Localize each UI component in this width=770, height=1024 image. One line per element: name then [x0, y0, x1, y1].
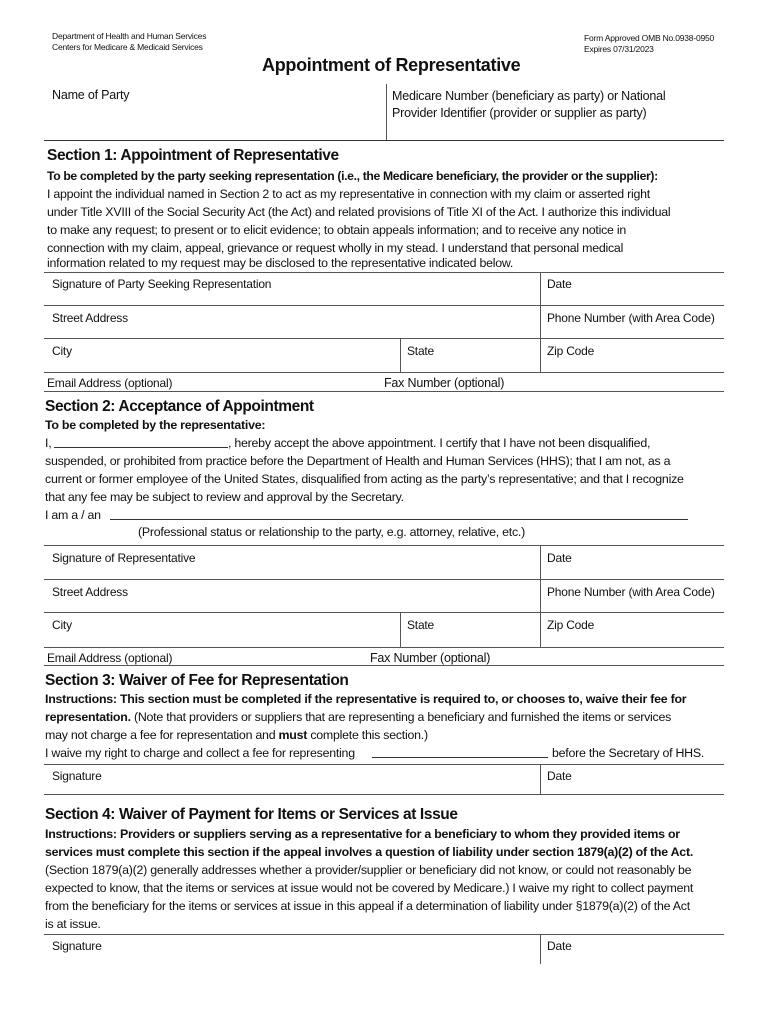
section1-body — [47, 185, 737, 270]
s2-zip-field[interactable]: Zip Code — [547, 618, 595, 632]
professional-status-caption: (Professional status or relationship to the party, e.g. attorney, relative, etc.) — [138, 525, 526, 539]
section2-body — [45, 452, 735, 506]
section3-instr-bold: representation. — [45, 710, 131, 724]
medicare-number-field[interactable] — [392, 88, 665, 122]
represented-party-line[interactable] — [372, 757, 548, 758]
section4-heading: Section 4: Waiver of Payment for Items or Services at Issue — [45, 806, 458, 823]
section2-line1-suffix: , hereby accept the above appointment. I certify that I have not been disqualified, — [228, 436, 651, 450]
agency-line-2: Centers for Medicare & Medicaid Services — [52, 42, 203, 52]
section1-body-line: under Title XVIII of the Social Security Act (the Act) and related provisions of Title XI of the Act. I authorize this individual — [47, 205, 671, 219]
s2-phone-field[interactable]: Phone Number (with Area Code) — [547, 585, 715, 599]
medicare-number-label-1: Medicare Number (beneficiary as party) or National — [392, 89, 666, 103]
i-am-a-label: I am a / an — [45, 508, 101, 522]
section3-heading: Section 3: Waiver of Fee for Representation — [45, 672, 349, 689]
omb-number: Form Approved OMB No.0938-0950 — [584, 33, 715, 43]
name-of-party-field[interactable]: Name of Party — [52, 88, 130, 102]
section2-body-line: suspended, or prohibited from practice before the Department of Health and Human Services (HHS); that I am not, as a — [45, 454, 671, 468]
omb-expiration: Expires 07/31/2023 — [584, 44, 654, 54]
section2-heading: Section 2: Acceptance of Appointment — [45, 398, 314, 415]
section4-body-line: expected to know, that the items or services at issue would not be covered by Medicare.) I waive my right to collect payment — [45, 881, 694, 895]
section1-subheading: To be completed by the party seeking representation (i.e., the Medicare beneficiary, the provider or the supplier): — [47, 169, 658, 183]
representative-name-line[interactable] — [54, 447, 228, 448]
section3-instr-text: may not charge a fee for representation and — [45, 728, 279, 742]
section1-body-line: to make any request; to present or to elicit evidence; to obtain appeals information; and to receive any notice in — [47, 223, 626, 237]
section2-subheading: To be completed by the representative: — [45, 418, 266, 432]
section3-instructions — [45, 690, 735, 744]
s3-date-field[interactable]: Date — [547, 769, 572, 783]
s2-date-field[interactable]: Date — [547, 551, 572, 565]
section1-body-line: I appoint the individual named in Section 2 to act as my representative in connection with my claim or asserted right — [47, 187, 650, 201]
section4-instr-line: services must complete this section if the appeal involves a question of liability under section 1879(a)(2) of the Act. — [45, 845, 694, 859]
page-title: Appointment of Representative — [262, 55, 521, 75]
agency-line-1: Department of Health and Human Services — [52, 31, 207, 41]
s2-fax-field[interactable]: Fax Number (optional) — [370, 651, 491, 665]
section4-body-line: is at issue. — [45, 917, 101, 931]
s1-signature-field[interactable]: Signature of Party Seeking Representation — [52, 277, 272, 291]
agency-name — [52, 31, 206, 53]
s2-city-field[interactable]: City — [52, 618, 72, 632]
section1-body-line: information related to my request may be disclosed to the representative indicated below. — [47, 256, 514, 270]
section3-instr-must: must — [278, 728, 308, 742]
section3-instr-text: complete this section.) — [307, 728, 428, 742]
section3-instr-line: Instructions: This section must be completed if the representative is required to, or chooses to, waive their fee for — [45, 692, 687, 706]
s1-phone-field[interactable]: Phone Number (with Area Code) — [547, 311, 715, 325]
s4-date-field[interactable]: Date — [547, 939, 572, 953]
s1-fax-field[interactable]: Fax Number (optional) — [384, 376, 505, 390]
section2-body-line: current or former employee of the United States, disqualified from acting as the party’s representative; and that I recognize — [45, 472, 684, 486]
section4-body-line: from the beneficiary for the items or services at issue in this appeal if a determination of liability under §1879(a)(2) of the Act — [45, 899, 690, 913]
section3-instr-line — [45, 726, 735, 744]
section1-heading: Section 1: Appointment of Representative — [47, 147, 339, 164]
s2-signature-field[interactable]: Signature of Representative — [52, 551, 196, 565]
s2-state-field[interactable]: State — [407, 618, 435, 632]
section3-instr-text: (Note that providers or suppliers that are representing a beneficiary and furnished the items or services — [130, 710, 672, 724]
s1-date-field[interactable]: Date — [547, 277, 572, 291]
s2-email-field[interactable]: Email Address (optional) — [47, 651, 173, 665]
s3-signature-field[interactable]: Signature — [52, 769, 102, 783]
omb-info — [584, 33, 714, 55]
s2-street-field[interactable]: Street Address — [52, 585, 128, 599]
waive-fee-suffix: before the Secretary of HHS. — [552, 746, 705, 760]
section1-body-line: connection with my claim, appeal, grievance or request wholly in my stead. I understand that personal medical — [47, 241, 624, 255]
professional-status-line[interactable] — [110, 519, 688, 520]
s1-city-field[interactable]: City — [52, 344, 72, 358]
s1-state-field[interactable]: State — [407, 344, 435, 358]
section4-instructions — [45, 825, 745, 933]
s1-street-field[interactable]: Street Address — [52, 311, 128, 325]
section2-line1-prefix: I, — [45, 436, 52, 450]
section3-instr-line — [45, 708, 735, 726]
section2-body-line: that any fee may be subject to review and approval by the Secretary. — [45, 490, 404, 504]
waive-fee-prefix: I waive my right to charge and collect a fee for representing — [45, 746, 355, 760]
s1-email-field[interactable]: Email Address (optional) — [47, 376, 173, 390]
s4-signature-field[interactable]: Signature — [52, 939, 102, 953]
s1-zip-field[interactable]: Zip Code — [547, 344, 595, 358]
section4-body-line: (Section 1879(a)(2) generally addresses whether a provider/supplier or beneficiary did not know, or could not reasonably be — [45, 863, 692, 877]
medicare-number-label-2: Provider Identifier (provider or supplier as party) — [392, 106, 647, 120]
section4-instr-line: Instructions: Providers or suppliers serving as a representative for a beneficiary to whom they provided items or — [45, 827, 680, 841]
